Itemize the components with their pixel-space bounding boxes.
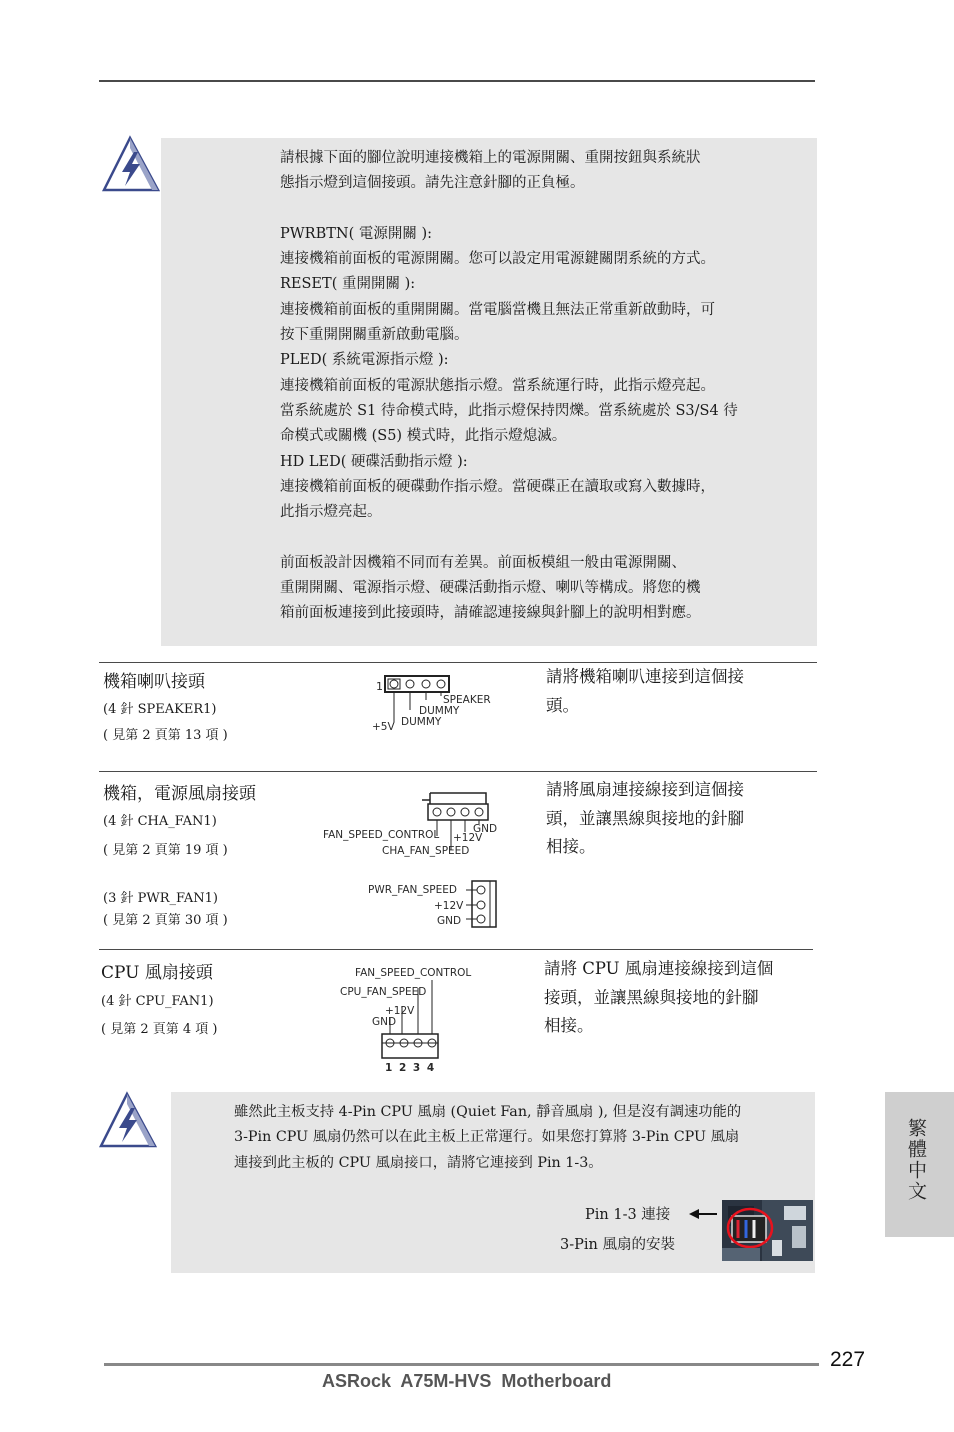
chassis-fan-description [546,776,744,862]
notice-line: 連接機箱前面板的電源開關。您可以設定用電源鍵關閉系統的方式。 [280,251,715,268]
chassis-fan-page-ref: ( 見第 2 頁第 19 項 ) [103,843,228,858]
gnd-pin-label: GND [437,915,462,927]
gnd-pin-label: GND [372,1016,397,1028]
note-line: 雖然此主板支持 4-Pin CPU 風扇 (Quiet Fan, 靜音風扇 ), 但是沒有調速功能的 [234,1104,742,1120]
notice-line: PLED( 系統電源指示燈 ): [280,352,449,369]
notice-line: 箱前面板連接到此接頭時，請確認連接線與針腳上的說明相對應。 [280,605,701,622]
12v-pin-label: +12V [453,832,483,844]
note-line: 連接到此主板的 CPU 風扇接口，請將它連接到 Pin 1-3。 [234,1154,603,1171]
pin-numbers: 1 2 3 4 [385,1062,436,1074]
cpu-fan-pin-info: (4 針 CPU_FAN1) [101,994,214,1009]
speaker-page-ref: ( 見第 2 頁第 13 項 ) [103,728,228,743]
notice-line: 命模式或關機 (S5) 模式時，此指示燈熄滅。 [280,428,567,445]
note-line: 3-Pin CPU 風扇仍然可以在此主板上正常運行。如果您打算將 3-Pin CPU 風扇 [234,1129,740,1146]
warning-icon [100,134,162,194]
fan-speed-control-label: FAN_SPEED_CONTROL [323,829,440,841]
power-fan-pin-info: (3 針 PWR_FAN1) [103,891,219,906]
chassis-fan-title: 機箱，電源風扇接頭 [103,784,256,804]
notice-line: 當系統處於 S1 待命模式時，此指示燈保持閃爍。當系統處於 S3/S4 待 [280,402,738,419]
notice-line [280,197,738,222]
top-rule [99,80,815,82]
fan-install-caption: 3-Pin 風扇的安裝 [560,1237,675,1253]
speaker-title: 機箱喇叭接頭 [103,672,205,692]
warning-icon [97,1090,159,1150]
notice-line: 重開開關、電源指示燈、硬碟活動指示燈、喇叭等構成。將您的機 [280,580,701,597]
section-rule [99,949,813,950]
desc-line: 請將風扇連接線接到這個接 [546,780,744,799]
desc-line: 相接。 [546,837,596,856]
cpu-fan-title: CPU 風扇接頭 [101,963,213,983]
chassis-fan-header-diagram [320,790,510,858]
notice-line: 連接機箱前面板的硬碟動作指示燈。當硬碟正在讀取或寫入數據時， [280,478,715,495]
cpu-fan-description [544,955,773,1041]
5v-pin-label: +5V [372,721,395,733]
cpu-fan-header-diagram [338,962,478,1074]
footer-title: ASRock A75M-HVS Motherboard [322,1371,612,1391]
gnd-pin-label: GND [473,823,498,835]
note-text [234,1100,741,1176]
speaker-description [546,663,744,720]
notice-line: 按下重開開關重新啟動電腦。 [280,327,469,344]
desc-line: 相接。 [544,1016,594,1035]
power-fan-page-ref: ( 見第 2 頁第 30 項 ) [103,913,228,928]
speaker-pin-label: SPEAKER [443,694,491,706]
notice-line [280,525,738,550]
notice-text [280,146,738,627]
section-rule [99,771,817,772]
fan-connector-photo [722,1200,813,1261]
notice-line: RESET( 重開開關 ): [280,276,416,293]
notice-line: 態指示燈到這個接頭。請先注意針腳的正負極。 [280,175,585,192]
power-fan-header-diagram [360,878,505,930]
pwr-fan-speed-label: PWR_FAN_SPEED [368,884,457,896]
cha-fan-speed-label: CHA_FAN_SPEED [382,845,470,857]
desc-line: 接頭，並讓黑線與接地的針腳 [544,987,759,1007]
notice-line: 前面板設計因機箱不同而有差異。前面板模組一般由電源開關、 [280,554,686,571]
cpu-fan-page-ref: ( 見第 2 頁第 4 項 ) [101,1022,218,1037]
desc-line: 請將機箱喇叭連接到這個接 [546,667,744,686]
dummy-pin-label: DUMMY [419,705,460,717]
notice-line: 連接機箱前面板的重開開關。當電腦當機且無法正常重新啟動時，可 [280,301,715,318]
cpu-fan-speed-label: CPU_FAN_SPEED [340,986,427,998]
dummy2-pin-label: DUMMY [401,716,442,728]
page-number: 227 [830,1348,866,1371]
desc-line: 請將 CPU 風扇連接線接到這個 [544,959,774,978]
language-tab-label: 繁體中文 [905,1118,927,1202]
notice-line: 連接機箱前面板的電源狀態指示燈。當系統運行時，此指示燈亮起。 [280,377,715,394]
arrow-left-icon [689,1207,719,1221]
footer-rule [104,1363,819,1366]
pin-connect-caption: Pin 1-3 連接 [585,1207,671,1223]
notice-line: PWRBTN( 電源開關 ): [280,225,433,242]
12v-pin-label: +12V [385,1005,415,1017]
pin1-label: 1 [376,680,383,693]
12v-pin-label: +12V [434,900,464,912]
desc-line: 頭。 [546,695,579,715]
fan-speed-control-label: FAN_SPEED_CONTROL [355,967,472,979]
speaker-pin-info: (4 針 SPEAKER1) [103,702,217,717]
notice-line: 此指示燈亮起。 [280,504,382,521]
chassis-fan-pin-info: (4 針 CHA_FAN1) [103,814,217,829]
desc-line: 頭，並讓黑線與接地的針腳 [546,808,744,828]
notice-line: 請根據下面的腳位說明連接機箱上的電源開關、重開按鈕與系統狀 [280,150,701,166]
notice-line: HD LED( 硬碟活動指示燈 ): [280,453,468,470]
speaker-header-diagram [370,672,500,734]
